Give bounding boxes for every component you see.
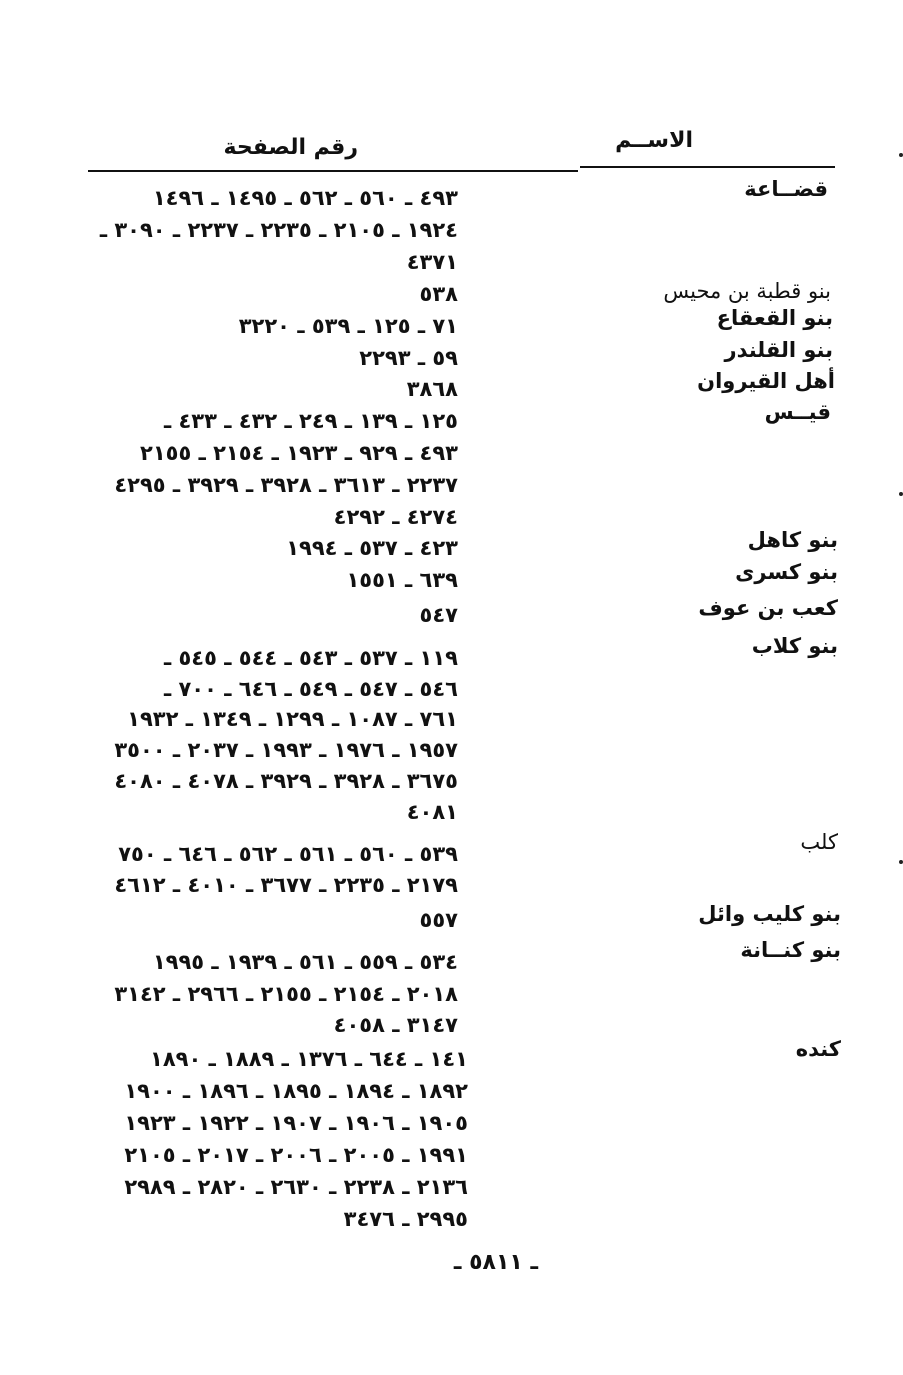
entry-pages-line: ٥٣٨ [419,282,458,306]
entry-pages-line: ٣٨٦٨ [406,377,458,401]
scan-speck [899,153,903,157]
column-header-name: الاســم [615,128,693,153]
header-rule-left [88,170,578,172]
page-number: ـ ٥٨١١ ـ [453,1250,538,1275]
entry-name: قيــس [764,400,831,424]
entry-pages-line: ٤٩٣ ـ ٩٢٩ ـ ١٩٢٣ ـ ٢١٥٤ ـ ٢١٥٥ [140,441,458,465]
entry-pages-line: ٧١ ـ ١٢٥ ـ ٥٣٩ ـ ٣٢٢٠ [238,314,458,338]
entry-pages-line: ٤٠٨١ [406,800,458,824]
entry-pages-line: ١٩٠٥ ـ ١٩٠٦ ـ ١٩٠٧ ـ ١٩٢٢ ـ ١٩٢٣ [124,1111,468,1135]
entry-name: كلب [800,830,838,854]
entry-pages-line: ٢٢٣٧ ـ ٣٦١٣ ـ ٣٩٢٨ ـ ٣٩٢٩ ـ ٤٢٩٥ [114,473,458,497]
entry-pages-line: ١٨٩٢ ـ ١٨٩٤ ـ ١٨٩٥ ـ ١٨٩٦ ـ ١٩٠٠ [124,1079,468,1103]
entry-name: بنو كنــانة [740,938,841,962]
entry-pages-line: ٤٣٧١ [406,250,458,274]
header-rule-right [580,166,835,168]
entry-pages-line: ٥٣٩ ـ ٥٦٠ ـ ٥٦١ ـ ٥٦٢ ـ ٦٤٦ ـ ٧٥٠ [118,842,458,866]
entry-name: قضــاعة [744,177,828,201]
entry-name: بنو قطبة بن محيس [663,279,831,303]
entry-pages-line: ٧٦١ ـ ١٠٨٧ ـ ١٢٩٩ ـ ١٣٤٩ ـ ١٩٣٢ [127,707,458,731]
entry-pages-line: ٥٤٦ ـ ٥٤٧ ـ ٥٤٩ ـ ٦٤٦ ـ ٧٠٠ ـ [163,677,458,701]
entry-pages-line: ١٩٢٤ ـ ٢١٠٥ ـ ٢٢٣٥ ـ ٢٢٣٧ ـ ٣٠٩٠ ـ [99,218,458,242]
entry-name: بنو كليب وائل [698,902,841,926]
entry-pages-line: ١٩٥٧ ـ ١٩٧٦ ـ ١٩٩٣ ـ ٢٠٣٧ ـ ٣٥٠٠ [114,738,458,762]
entry-name: كعب بن عوف [698,596,838,620]
entry-pages-line: ١١٩ ـ ٥٣٧ ـ ٥٤٣ ـ ٥٤٤ ـ ٥٤٥ ـ [163,646,458,670]
entry-pages-line: ٢٠١٨ ـ ٢١٥٤ ـ ٢١٥٥ ـ ٢٩٦٦ ـ ٣١٤٢ [114,982,458,1006]
entry-pages-line: ٢١٧٩ ـ ٢٢٣٥ ـ ٣٦٧٧ ـ ٤٠١٠ ـ ٤٦١٢ [114,873,458,897]
entry-name: أهل القيروان [697,369,835,393]
entry-pages-line: ٤٢٣ ـ ٥٣٧ ـ ١٩٩٤ [286,536,458,560]
column-header-page: رقم الصفحة [223,135,358,160]
entry-pages-line: ٤٩٣ ـ ٥٦٠ ـ ٥٦٢ ـ ١٤٩٥ ـ ١٤٩٦ [152,186,458,210]
entry-pages-line: ٥٩ ـ ٢٢٩٣ [359,346,458,370]
entry-pages-line: ١٢٥ ـ ١٣٩ ـ ٢٤٩ ـ ٤٣٢ ـ ٤٣٣ ـ [163,409,458,433]
entry-pages-line: ٣١٤٧ ـ ٤٠٥٨ [333,1013,458,1037]
entry-pages-line: ٥٥٧ [419,908,458,932]
entry-pages-line: ١٤١ ـ ٦٤٤ ـ ١٣٧٦ ـ ١٨٨٩ ـ ١٨٩٠ [150,1047,468,1071]
entry-pages-line: ٤٢٧٤ ـ ٤٢٩٢ [333,505,458,529]
entry-pages-line: ٣٦٧٥ ـ ٣٩٢٨ ـ ٣٩٢٩ ـ ٤٠٧٨ ـ ٤٠٨٠ [114,769,458,793]
entry-pages-line: ٦٣٩ ـ ١٥٥١ [346,568,458,592]
entry-pages-line: ٢٩٩٥ ـ ٣٤٧٦ [343,1207,468,1231]
entry-name: كنده [795,1037,841,1061]
entry-name: بنو كسرى [735,560,838,584]
scan-speck [899,860,903,864]
entry-pages-line: ٢١٣٦ ـ ٢٢٣٨ ـ ٢٦٣٠ ـ ٢٨٢٠ ـ ٢٩٨٩ [124,1175,468,1199]
entry-name: بنو كاهل [747,528,838,552]
scan-speck [899,492,903,496]
entry-name: بنو القعقاع [716,306,833,330]
entry-name: بنو القلندر [724,338,833,362]
entry-name: بنو كلاب [751,634,838,658]
entry-pages-line: ٥٣٤ ـ ٥٥٩ ـ ٥٦١ ـ ١٩٣٩ ـ ١٩٩٥ [152,950,458,974]
entry-pages-line: ١٩٩١ ـ ٢٠٠٥ ـ ٢٠٠٦ ـ ٢٠١٧ ـ ٢١٠٥ [124,1143,468,1167]
entry-pages-line: ٥٤٧ [419,603,458,627]
